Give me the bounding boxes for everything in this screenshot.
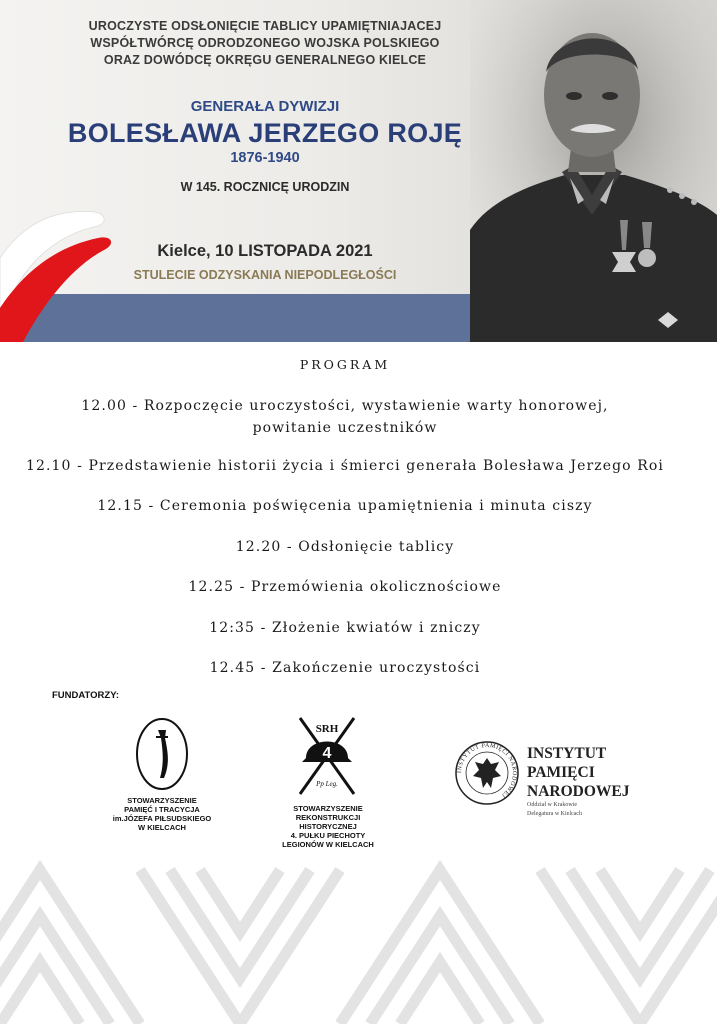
ceremony-intro — [0, 18, 530, 69]
program-item-line: powitanie uczestników — [252, 420, 438, 436]
ipn-name-line: INSTYTUT — [527, 745, 607, 762]
program-item-line: 12.00 - Rozpoczęcie uroczystości, wystawienie warty honorowej, — [81, 398, 609, 414]
ipn-name-line: PAMIĘCI — [527, 764, 595, 781]
intro-line: ORAZ DOWÓDCĘ OKRĘGU GENERALNEGO KIELCE — [103, 53, 427, 67]
ipn-sub-line: Oddział w Krakowie — [527, 802, 577, 808]
ipn-name — [527, 744, 629, 801]
intro-line: WSPÓŁTWÓRCĘ ODRODZONEGO WOJSKA POLSKIEGO — [90, 36, 440, 50]
ipn-seal-icon — [454, 740, 520, 806]
pilsudski-sabre-logo — [134, 716, 190, 792]
org1-line: STOWARZYSZENIE — [127, 796, 197, 805]
centenary-text: STULECIE ODZYSKANIA NIEPODLEGŁOŚCI — [133, 268, 397, 282]
org1-line: PAMIĘĆ I TRACYCJA — [124, 805, 200, 814]
org2-line: LEGIONÓW W KIELCACH — [282, 840, 374, 849]
org2-line: HISTORYCZNEJ — [299, 822, 357, 831]
org2-line: REKONSTRUKCJI — [295, 813, 361, 822]
emblem-bottom-text: Pp Leg. — [316, 780, 338, 788]
program-item: 12.10 - Przedstawienie historii życia i śmierci generała Bolesława Jerzego Roi — [25, 458, 664, 474]
program-item: 12.20 - Odsłonięcie tablicy — [235, 539, 455, 555]
ipn-name-line: NARODOWEJ — [527, 783, 630, 800]
srh-regiment-emblem — [292, 710, 362, 802]
general-rank: GENERAŁA DYWIZJI — [190, 98, 340, 115]
general-name: BOLESŁAWA JERZEGO ROJĘ — [67, 118, 463, 148]
program-item: 12.15 - Ceremonia poświęcenia upamiętnienia i minuta ciszy — [97, 498, 593, 514]
program-item — [0, 395, 690, 439]
emblem-number: 4 — [322, 745, 332, 762]
intro-line: UROCZYSTE ODSŁONIĘCIE TABLICY UPAMIĘTNIAJACEJ — [88, 19, 442, 33]
ipn-sub-line: Delegatura w Kielcach — [527, 811, 582, 817]
program-title: PROGRAM — [299, 357, 391, 372]
org2-caption — [268, 804, 388, 849]
org1-caption — [104, 796, 220, 832]
decorative-chevron-pattern — [0, 850, 717, 1024]
ipn-subtitle — [527, 801, 582, 819]
anniversary-text: W 145. ROCZNICĘ URODZIN — [180, 180, 350, 194]
program-item: 12.45 - Zakończenie uroczystości — [209, 660, 481, 676]
org2-line: 4. PUŁKU PIECHOTY — [290, 831, 366, 840]
program-item: 12.25 - Przemówienia okolicznościowe — [188, 579, 502, 595]
general-years: 1876-1940 — [230, 150, 300, 166]
event-date: Kielce, 10 LISTOPADA 2021 — [157, 242, 373, 260]
header-banner — [0, 0, 717, 342]
seal-ring-text: INSTYTUT PAMIĘCI NARODOWEJ — [456, 742, 518, 799]
org1-line: im.JÓZEFA PIŁSUDSKIEGO — [112, 814, 212, 823]
program-item: 12:35 - Złożenie kwiatów i zniczy — [209, 620, 481, 636]
emblem-top-text: SRH — [315, 723, 339, 735]
org1-line: W KIELCACH — [138, 823, 186, 832]
org2-line: STOWARZYSZENIE — [293, 804, 363, 813]
funders-label: FUNDATORZY: — [52, 690, 120, 701]
